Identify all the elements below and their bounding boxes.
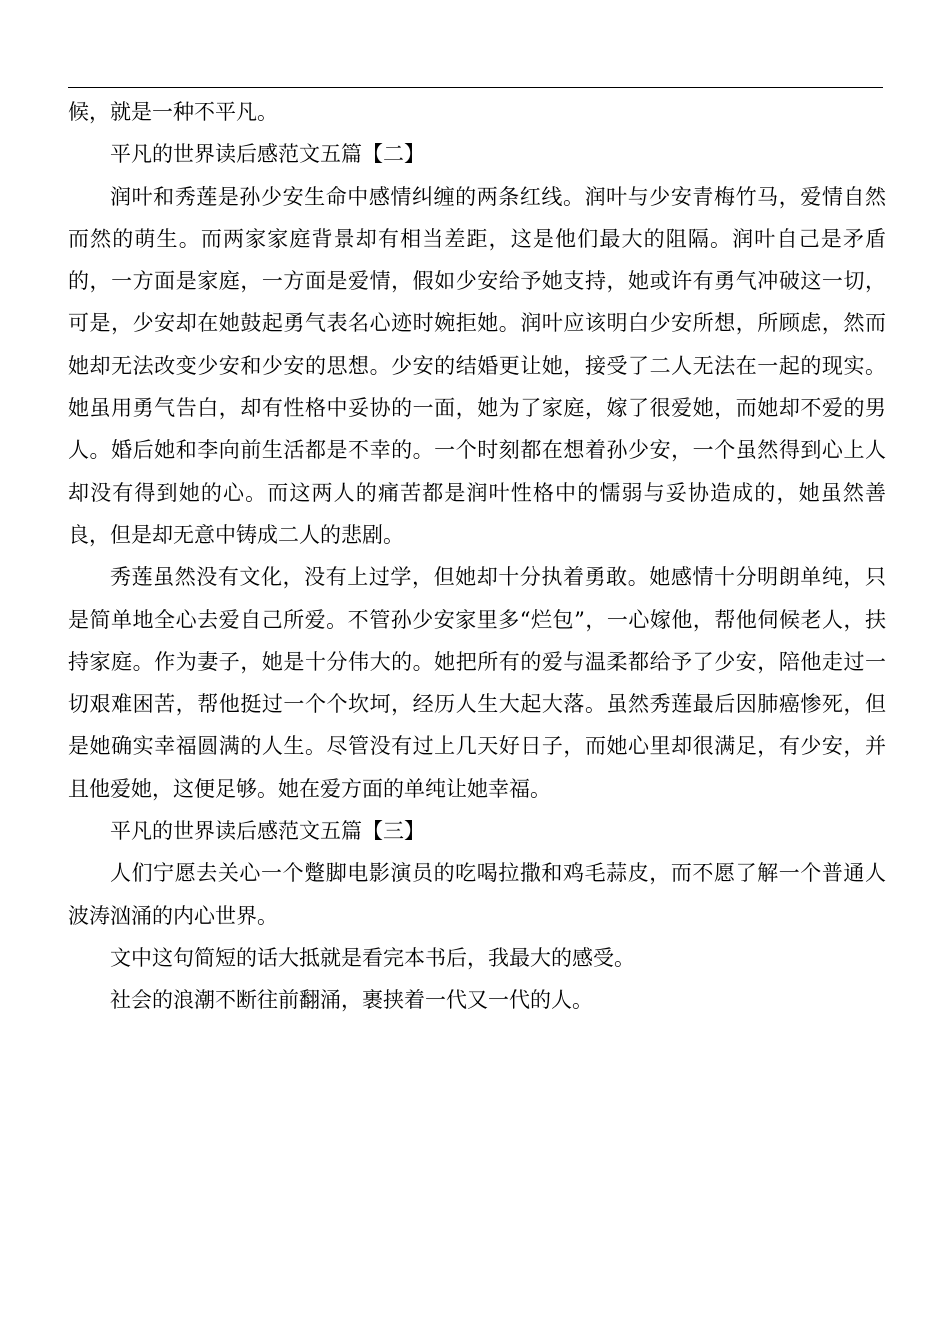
section-heading-2: 平凡的世界读后感范文五篇【二】 [110, 142, 425, 167]
paragraph-runye: 润叶和秀莲是孙少安生命中感情纠缠的两条红线。润叶与少安青梅竹马，爱情自然而然的萌生。而两家家庭背景却有相当差距，这是他们最大的阻隔。润叶自己是矛盾的，一方面是家庭，一方面是爱情，假如少安给予她支持，她或许有勇气冲破这一切，可是，少安却在她鼓起勇气表名心迹时婉拒她。润叶应该明白少安所想，所顾虑，然而她却无法改变少安和少安的思想。少安的结婚更让她，接受了二人无法在一起的现实。她虽用勇气告白，却有性格中妥协的一面，她为了家庭，嫁了很爱她，而她却不爱的男人。婚后她和李向前生活都是不幸的。一个时刻都在想着孙少安，一个虽然得到心上人却没有得到她的心。而这两人的痛苦都是润叶性格中的懦弱与妥协造成的，她虽然善良，但是却无意中铸成二人的悲剧。 [68, 184, 886, 547]
paragraph-society: 社会的浪潮不断往前翻涌，裹挟着一代又一代的人。 [110, 988, 593, 1013]
section-heading-3: 平凡的世界读后感范文五篇【三】 [110, 819, 425, 844]
paragraph-continuation: 候，就是一种不平凡。 [68, 100, 278, 124]
header-rule [68, 87, 883, 88]
paragraph-xiulian: 秀莲虽然没有文化，没有上过学，但她却十分执着勇敢。她感情十分明朗单纯，只是简单地全心去爱自己所爱。不管孙少安家里多“烂包”，一心嫁他，帮他伺候老人，扶持家庭。作为妻子，她是十分伟大的。她把所有的爱与温柔都给予了少安，陪他走过一切艰难困苦，帮他挺过一个个坎坷，经历人生大起大落。虽然秀莲最后因肺癌惨死，但是她确实幸福圆满的人生。尽管没有过上几天好日子，而她心里却很满足，有少安，并且他爱她，这便足够。她在爱方面的单纯让她幸福。 [68, 565, 886, 801]
body-text [68, 91, 886, 1022]
paragraph-quote: 人们宁愿去关心一个蹩脚电影演员的吃喝拉撒和鸡毛蒜皮，而不愿了解一个普通人波涛汹涌的内心世界。 [68, 861, 886, 928]
paragraph-feeling: 文中这句简短的话大抵就是看完本书后，我最大的感受。 [110, 945, 635, 970]
